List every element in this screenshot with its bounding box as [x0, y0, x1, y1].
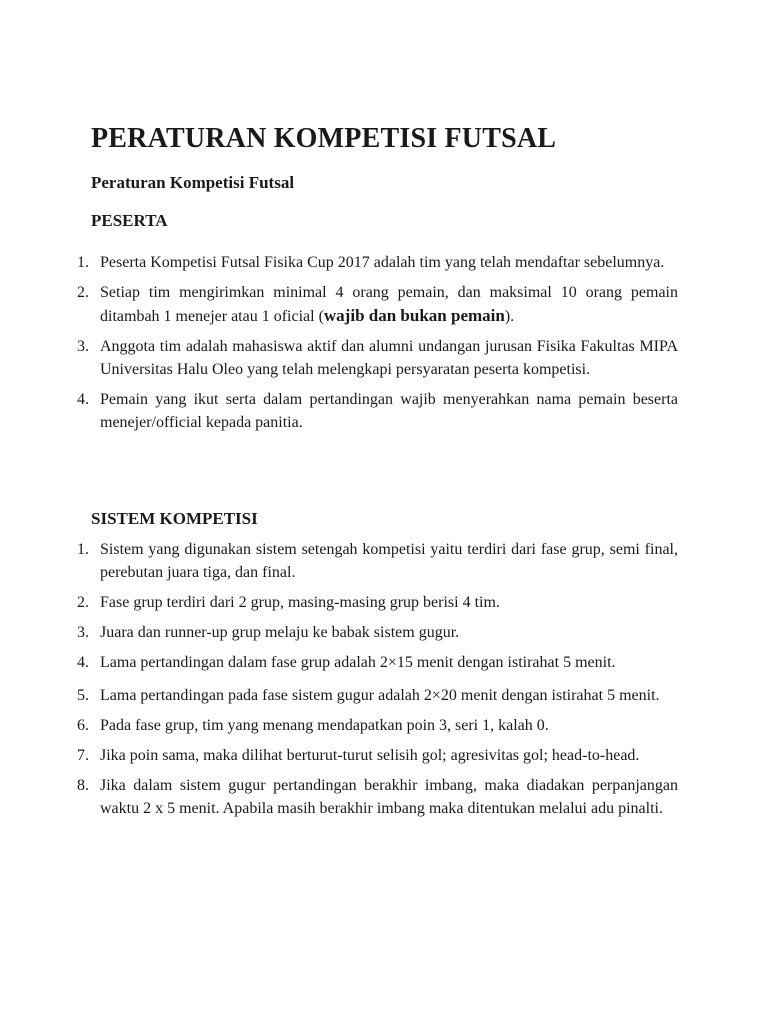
item-number: 4.	[77, 654, 89, 671]
item-text: Peserta Kompetisi Futsal Fisika Cup 2017 adalah tim yang telah mendaftar sebelumnya.	[100, 254, 665, 271]
item-text: Anggota tim adalah mahasiswa aktif dan alumni undangan jurusan Fisika Fakultas MIPA Universitas Halu Oleo yang telah melengkapi persyaratan peserta kompetisi.	[100, 338, 678, 378]
peserta-list	[66, 251, 678, 434]
list-item	[66, 591, 678, 614]
item-text: Sistem yang digunakan sistem setengah kompetisi yaitu terdiri dari fase grup, semi final, perebutan juara tiga, dan final.	[100, 541, 678, 581]
sistem-kompetisi-list	[66, 538, 678, 820]
item-number: 4.	[77, 391, 89, 408]
list-item	[66, 714, 678, 737]
item-text: Juara dan runner-up grup melaju ke babak sistem gugur.	[100, 624, 460, 641]
item-text: Lama pertandingan dalam fase grup adalah 2×15 menit dengan istirahat 5 menit.	[100, 654, 616, 671]
list-item	[66, 684, 678, 707]
list-item	[66, 621, 678, 644]
item-number: 1.	[77, 254, 89, 271]
section-heading-sistem-kompetisi: SISTEM KOMPETISI	[91, 509, 258, 528]
item-number: 2.	[77, 284, 89, 301]
list-item	[66, 335, 678, 381]
item-text: Lama pertandingan pada fase sistem gugur adalah 2×20 menit dengan istirahat 5 menit.	[100, 687, 660, 704]
document-subtitle: Peraturan Kompetisi Futsal	[91, 173, 295, 192]
page-title: PERATURAN KOMPETISI FUTSAL	[91, 123, 557, 154]
list-item	[66, 388, 678, 434]
section-heading-peserta: PESERTA	[91, 211, 168, 230]
item-text: Pemain yang ikut serta dalam pertandingan wajib menyerahkan nama pemain beserta menejer/official kepada panitia.	[100, 391, 678, 431]
item-number: 2.	[77, 594, 89, 611]
item-number: 3.	[77, 624, 89, 641]
list-item	[66, 538, 678, 584]
item-text: Jika dalam sistem gugur pertandingan berakhir imbang, maka diadakan perpanjangan waktu 2 x 5 menit. Apabila masih berakhir imbang maka ditentukan melalui adu pinalti.	[100, 777, 678, 817]
item-number: 3.	[77, 338, 89, 355]
list-item	[66, 281, 678, 328]
item-text: Setiap tim mengirimkan minimal 4 orang pemain, dan maksimal 10 orang pemain ditambah 1 menejer atau 1 oficial (	[100, 284, 678, 325]
item-number: 8.	[77, 777, 89, 794]
item-text: Fase grup terdiri dari 2 grup, masing-masing grup berisi 4 tim.	[100, 594, 500, 611]
item-text: Jika poin sama, maka dilihat berturut-turut selisih gol; agresivitas gol; head-to-head.	[100, 747, 640, 764]
item-text: Pada fase grup, tim yang menang mendapatkan poin 3, seri 1, kalah 0.	[100, 717, 549, 734]
item-number: 1.	[77, 541, 89, 558]
item-emphasis: wajib dan bukan pemain	[323, 306, 505, 325]
item-number: 7.	[77, 747, 89, 764]
list-item	[66, 774, 678, 820]
list-item	[66, 251, 678, 274]
item-text-after: ).	[504, 308, 515, 325]
item-number: 6.	[77, 717, 89, 734]
item-number: 5.	[77, 687, 89, 704]
list-item	[66, 651, 678, 674]
list-item	[66, 744, 678, 767]
